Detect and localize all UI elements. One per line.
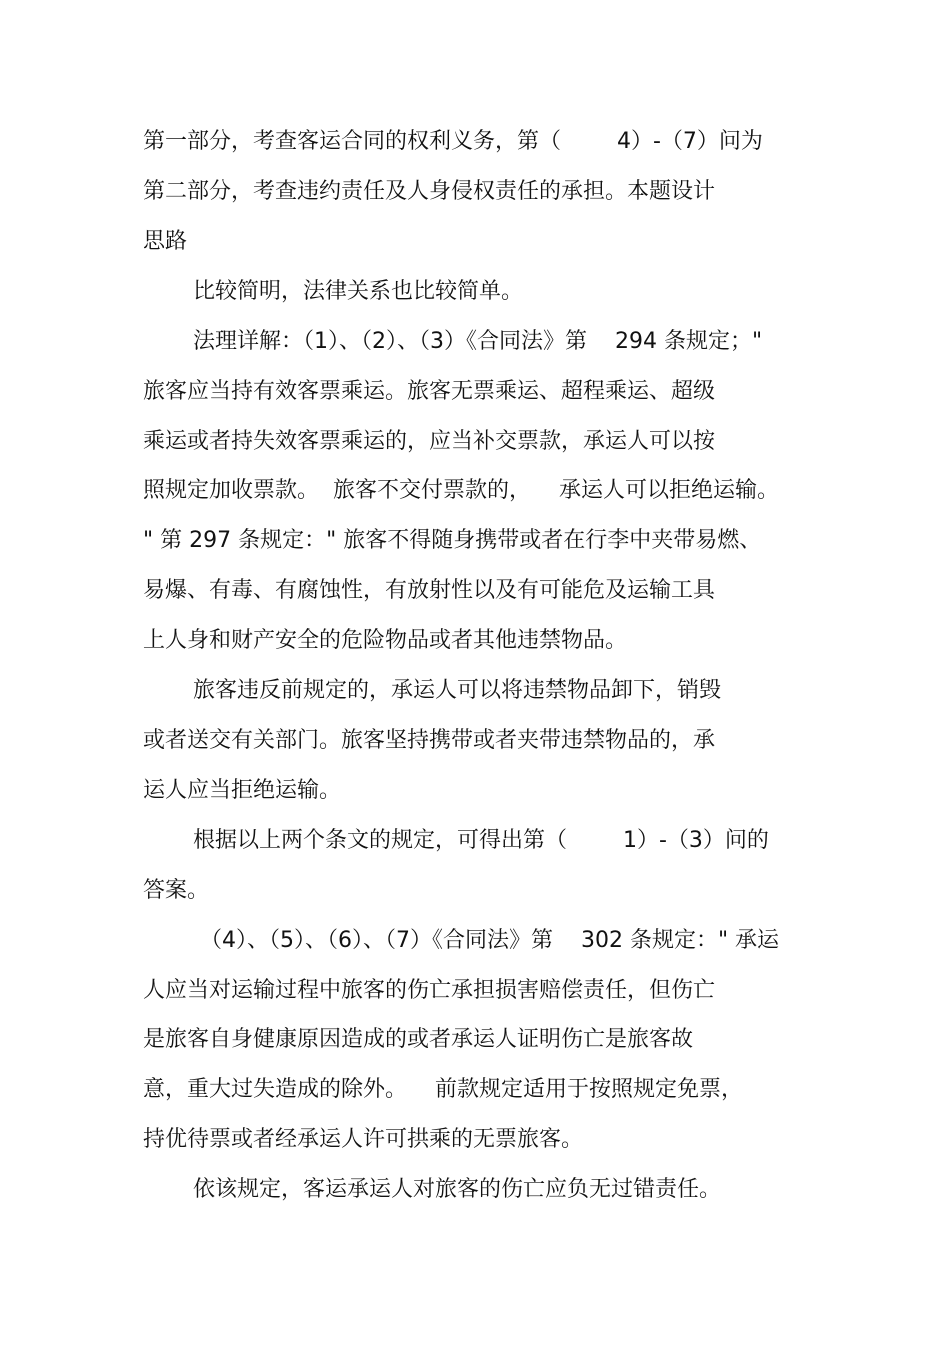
text-line: 根据以上两个条文的规定，可得出第（ 1）-（3）问的 [193,828,769,853]
text-line: 持优待票或者经承运人许可拱乘的无票旅客。 [143,1127,584,1152]
text-line: 旅客违反前规定的，承运人可以将违禁物品卸下，销毁 [193,678,722,703]
text-line: 意，重大过失造成的除外。 前款规定适用于按照规定免票， [143,1077,743,1102]
text-line: 比较简明，法律关系也比较简单。 [193,279,524,304]
text-line: 人应当对运输过程中旅客的伤亡承担损害赔偿责任，但伤亡 [143,978,716,1003]
text-line: （4）、（5）、（6）、（7）《合同法》第 302 条规定：" 承运 [200,928,780,953]
text-line: 法理详解：（1）、（2）、（3）《合同法》第 294 条规定；" [193,329,763,354]
text-line: 易爆、有毒、有腐蚀性，有放射性以及有可能危及运输工具 [143,578,716,603]
text-line: 旅客应当持有效客票乘运。旅客无票乘运、超程乘运、超级 [143,379,716,404]
text-line: 照规定加收票款。 旅客不交付票款的， 承运人可以拒绝运输。 [143,478,779,503]
text-line: 思路 [143,229,188,254]
text-line: 第一部分，考查客运合同的权利义务，第（ 4）-（7）问为 [143,129,763,154]
text-line: 依该规定，客运承运人对旅客的伤亡应负无过错责任。 [193,1177,722,1202]
text-line: 是旅客自身健康原因造成的或者承运人证明伤亡是旅客故 [143,1027,694,1052]
text-line: 乘运或者持失效客票乘运的，应当补交票款，承运人可以按 [143,429,716,454]
text-line: 上人身和财产安全的危险物品或者其他违禁物品。 [143,628,628,653]
text-line: " 第 297 条规定：" 旅客不得随身携带或者在行李中夹带易燃、 [143,528,762,553]
text-line: 答案。 [143,878,210,903]
text-line: 或者送交有关部门。旅客坚持携带或者夹带违禁物品的，承 [143,728,716,753]
text-line: 第二部分，考查违约责任及人身侵权责任的承担。本题设计 [143,179,716,204]
text-line: 运人应当拒绝运输。 [143,778,342,803]
